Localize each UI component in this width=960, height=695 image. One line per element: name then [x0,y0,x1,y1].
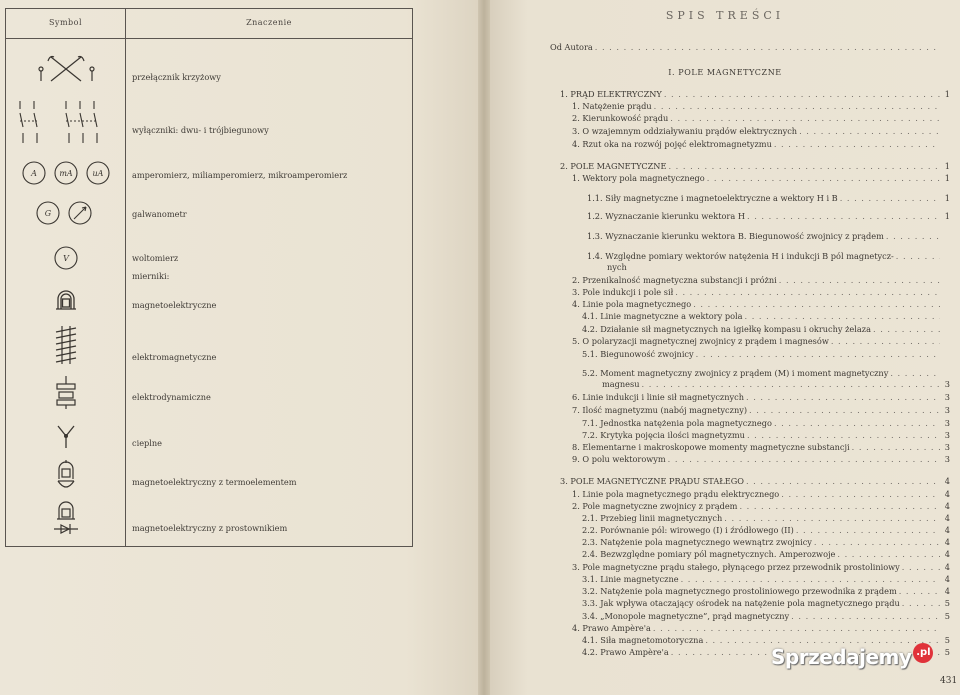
toc-leader-dots [831,336,940,347]
toc-label: 4. Rzut oka na rozwój pojęć elektromagnetyzmu [572,139,772,149]
toc-foreword [550,42,950,53]
toc-page: 1 [944,89,950,99]
toc-entry [582,349,950,360]
toc-leader-dots [886,231,940,242]
electrodynamic-meter-icon [6,374,125,410]
thermoelement-meter-icon [6,459,125,495]
toc-page: 4 [944,513,950,523]
toc-page: 5 [944,647,950,657]
toc-entry [572,489,950,500]
toc-entry [572,287,950,298]
toc-leader-dots [747,211,940,222]
toc-leader-dots [814,537,940,548]
toc-label: 7.2. Krytyka pojęcia ilości magnetyzmu [582,430,745,440]
toc-leader-dots [902,598,940,609]
toc-leader-dots [739,501,940,512]
toc-page: 4 [944,489,950,499]
toc-label: 4.1. Linie magnetyczne a wektory pola [582,311,743,321]
toc-leader-dots [899,586,940,597]
toc-label: 2. Kierunkowość prądu [572,113,669,123]
toc-label: 1. Wektory pola magnetycznego [572,173,705,183]
toc-label: 5.2. Moment magnetyczny zwojnicy z prądem (M) i moment magnetyczny [582,368,889,378]
row-description: cieplne [132,438,163,448]
galvanometer-icon [6,199,125,229]
toc-page: 3 [944,442,950,452]
toc-entry [572,392,950,403]
toc-page: 3 [944,418,950,428]
toc-entry [587,251,950,262]
book-gutter [478,0,490,695]
header-meaning: Znaczenie [246,18,292,27]
magnetoelectric-meter-icon [6,287,125,317]
toc-leader-dots [707,173,940,184]
header-symbol: Symbol [48,18,83,27]
watermark-text: Sprzedajemy [771,645,912,669]
cross-switch-icon [6,47,125,87]
toc-page: 5 [944,598,950,608]
table-row [6,159,412,189]
toc-label: 2. Przenikalność magnetyczna substancji i próżni [572,275,777,285]
toc-label: 3. POLE MAGNETYCZNE PRĄDU STAŁEGO [560,476,744,486]
toc-leader-dots [852,442,940,453]
toc-page: 5 [944,611,950,621]
toc-entry [572,405,950,416]
table-row [6,499,412,539]
toc-entry [582,598,950,609]
toc-entry [582,574,950,585]
toc-label: 2. POLE MAGNETYCZNE [560,161,667,171]
toc-leader-dots [654,101,940,112]
toc-page: 3 [944,392,950,402]
toc-entry [582,430,950,441]
toc-entry [582,513,950,524]
watermark-badge: .pl [913,643,933,663]
toc-label: 4. Prawo Ampère'a [572,623,651,633]
toc-label: 1.3. Wyznaczanie kierunku wektora B. Biegunowość zwojnicy z prądem [587,231,884,241]
table-row [6,287,412,317]
toc-leader-dots [791,611,940,622]
toc-leader-dots [746,392,940,403]
toc-label: 2.2. Porównanie pól: wirowego (I) i źródłowego (II) [582,525,794,535]
toc-label: nych [607,262,627,272]
row-description: magnetoelektryczne [132,300,217,310]
toc-entry [572,126,950,137]
two-three-pole-switch-icon [6,99,125,159]
toc-entry [582,537,950,548]
toc-label: 4.2. Prawo Ampère'a [582,647,669,657]
toc-leader-dots [749,405,940,416]
toc-leader-dots [668,454,940,465]
toc-entry [582,549,950,560]
toc-leader-dots [779,275,940,286]
toc-leader-dots [675,287,940,298]
electromagnetic-meter-icon [6,324,125,368]
toc-leader-dots [653,623,940,634]
toc-page: 4 [944,476,950,486]
toc-leader-dots [796,525,940,536]
toc-label: 8. Elementarne i makroskopowe momenty magnetyczne substancji [572,442,850,452]
table-row [6,374,412,410]
voltmeter-icon [6,243,125,273]
toc-entry [572,454,950,465]
toc-page: 3 [944,379,950,389]
toc-label: 3. Pole indukcji i pole sił [572,287,674,297]
row-description: amperomierz, miliamperomierz, mikroamperomierz [132,170,348,180]
toc-page: 1 [944,173,950,183]
toc-entry [560,89,950,100]
toc-page: 4 [944,574,950,584]
row-description: wyłączniki: dwu- i trójbiegunowy [132,125,269,135]
toc-label: 6. Linie indukcji i linie sił magnetycznych [572,392,744,402]
toc-label: 3.1. Linie magnetyczne [582,574,679,584]
toc-entry [572,623,950,634]
toc-page: 5 [944,635,950,645]
toc-label: 3.3. Jak wpływa otaczający ośrodek na natężenie pola magnetycznego prądu [582,598,900,608]
toc-label: 3.4. „Monopole magnetyczne”, prąd magnetyczny [582,611,790,621]
sprzedajemy-watermark [771,645,933,669]
toc-page: 3 [944,454,950,464]
row-description: elektromagnetyczne [132,352,217,362]
row-description: galwanometr [132,209,187,219]
toc-page: 4 [944,537,950,547]
toc-label: Od Autora [550,42,593,52]
toc-label: 5. O polaryzacji magnetycznej zwojnicy z prądem i magnesów [572,336,829,346]
toc-leader-dots [774,139,940,150]
toc-label: 2.3. Natężenie pola magnetycznego wewnątrz zwojnicy [582,537,812,547]
toc-leader-dots [840,193,940,204]
toc-entry [572,336,950,347]
toc-entry [607,262,950,273]
table-row [6,459,412,495]
toc-label: 3. Pole magnetyczne prądu stałego, płynącego przez przewodnik prostoliniowy [572,562,900,572]
row-description: przełącznik krzyżowy [132,72,221,82]
toc-page: 4 [944,501,950,511]
toc-label: 5.1. Biegunowość zwojnicy [582,349,694,359]
toc-entry [572,101,950,112]
toc-entry [560,476,950,487]
toc-label: 2. Pole magnetyczne zwojnicy z prądem [572,501,738,511]
part-heading: I. POLE MAGNETYCZNE [668,68,782,77]
toc-entry [582,311,950,322]
toc-leader-dots [668,161,940,172]
toc-leader-dots [774,418,940,429]
toc-label: 1. Natężenie prądu [572,101,652,111]
toc-entry [572,139,950,150]
toc-leader-dots [896,251,940,262]
toc-page: 3 [944,430,950,440]
voltmeter-label: V [63,254,69,263]
toc-label: 2.4. Bezwzględne pomiary pól magnetycznych. Amperozwoje [582,549,836,559]
milliammeter-label: mA [59,169,73,178]
toc-entry [602,379,950,390]
toc-leader-dots [781,489,940,500]
toc-leader-dots [799,126,940,137]
table-row [6,271,412,283]
microammeter-label: uA [92,169,104,178]
toc-label: 7.1. Jednostka natężenia pola magnetycznego [582,418,772,428]
table-row [6,422,412,452]
toc-leader-dots [681,574,940,585]
table-row [6,99,412,159]
toc-entry [582,586,950,597]
toc-label: magnesu [602,379,640,389]
toc-leader-dots [664,89,940,100]
ammeter-label: A [31,169,37,178]
toc-leader-dots [693,299,940,310]
row-description: magnetoelektryczny z termoelementem [132,477,297,487]
table-row [6,199,412,229]
rectifier-meter-icon [6,499,125,539]
toc-entry [582,324,950,335]
toc-leader-dots [641,379,940,390]
toc-leader-dots [890,368,940,379]
toc-entry [582,525,950,536]
toc-leader-dots [670,113,940,124]
toc-page: 4 [944,586,950,596]
thermal-meter-icon [6,422,125,452]
toc-entry [572,275,950,286]
toc-leader-dots [747,430,940,441]
header-divider [6,38,412,39]
toc-label: 1. Linie pola magnetycznego prądu elektrycznego [572,489,780,499]
toc-label: 1. PRĄD ELEKTRYCZNY [560,89,662,99]
toc-label: 4.1. Siła magnetomotoryczna [582,635,704,645]
page-number: 431 [940,676,958,686]
toc-leader-dots [873,324,940,335]
toc-page: 4 [944,562,950,572]
toc-entry [582,418,950,429]
toc-page: 3 [944,405,950,415]
toc-page: 4 [944,549,950,559]
toc-entry [560,161,950,172]
toc-page: 1 [944,161,950,171]
toc-label: 3.2. Natężenie pola magnetycznego prostoliniowego przewodnika z prądem [582,586,897,596]
toc-entry [572,442,950,453]
toc-label: 4. Linie pola magnetycznego [572,299,692,309]
toc-entry [587,211,950,222]
toc-entry [587,231,950,242]
toc-entry [587,193,950,204]
galvanometer-label: G [44,209,52,218]
toc-label: 7. Ilość magnetyzmu (nabój magnetyczny) [572,405,748,415]
toc-label: 1.2. Wyznaczanie kierunku wektora H [587,211,745,221]
ammeter-icon [6,159,125,189]
table-row [6,47,412,87]
toc-entry [572,173,950,184]
toc-entry [572,501,950,512]
toc-entry [582,368,950,379]
toc-leader-dots [837,549,940,560]
toc-entry [572,562,950,573]
symbol-table [5,8,413,547]
toc-leader-dots [902,562,940,573]
toc-leader-dots [724,513,940,524]
row-description: woltomierz [132,253,179,263]
toc-page: 1 [944,193,950,203]
row-description: mierniki: [132,271,170,281]
toc-title: SPIS TREŚCI [665,9,785,22]
toc-entry [572,299,950,310]
toc-entry [572,113,950,124]
table-row [6,243,412,273]
table-row [6,324,412,368]
toc-page: 4 [944,525,950,535]
toc-label: 1.4. Względne pomiary wektorów natężenia H i indukcji B pól magnetycz- [587,251,894,261]
toc-label: 1.1. Siły magnetyczne i magnetoelektryczne a wektory H i B [587,193,838,203]
toc-label: 2.1. Przebieg linii magnetycznych [582,513,723,523]
toc-label: 4.2. Działanie sił magnetycznych na igiełkę kompasu i okruchy żelaza [582,324,871,334]
toc-label: 3. O wzajemnym oddziaływaniu prądów elektrycznych [572,126,798,136]
toc-leader-dots [696,349,940,360]
toc-label: 9. O polu wektorowym [572,454,666,464]
row-description: elektrodynamiczne [132,392,211,402]
toc-entry [582,611,950,622]
toc-page: 1 [944,211,950,221]
toc-leader-dots [746,476,940,487]
toc-leader-dots [745,311,941,322]
row-description: magnetoelektryczny z prostownikiem [132,523,288,533]
